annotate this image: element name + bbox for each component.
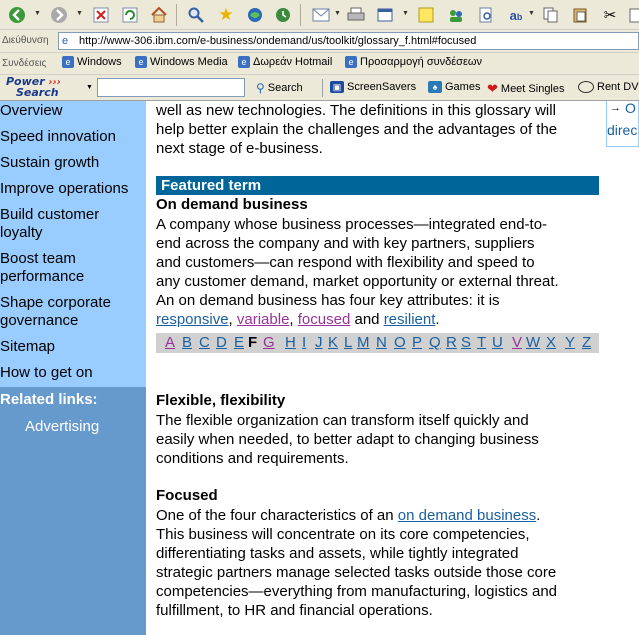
link-customize[interactable]	[345, 56, 482, 68]
comma: ,	[228, 311, 233, 328]
search-separator	[322, 79, 323, 97]
toolbar-separator	[300, 4, 301, 26]
link-on-demand-business[interactable]: on demand business	[397, 507, 537, 524]
translate-dropdown-icon[interactable]: ▼	[528, 10, 535, 17]
toolbar-separator	[176, 4, 177, 26]
entry-focused-line	[156, 506, 600, 525]
period: .	[536, 507, 541, 524]
comma: ,	[289, 311, 294, 328]
rent-label: Rent DV	[597, 81, 639, 93]
games-button[interactable]	[428, 81, 480, 93]
right-side-box	[606, 101, 639, 147]
power-search-input[interactable]	[97, 78, 245, 97]
power-search-logo[interactable]	[6, 77, 61, 98]
print-icon[interactable]	[345, 4, 367, 26]
period: .	[435, 311, 440, 328]
featured-attributes-line	[156, 310, 600, 329]
featured-line: A company whose business processes—integrated end-to-	[156, 216, 548, 233]
messenger-icon[interactable]	[445, 4, 467, 26]
address-input[interactable]	[58, 32, 639, 50]
rent-dvd-button[interactable]	[578, 81, 639, 93]
translate-icon[interactable]: ab	[509, 7, 523, 23]
nav-boost-team-cont[interactable]: performance	[0, 268, 85, 285]
featured-term-title: On demand business	[156, 196, 308, 213]
link-variable[interactable]: variable	[236, 311, 290, 328]
link-windows-media[interactable]	[135, 56, 228, 68]
intro-line: well as new technologies. The definitions in this glossary will	[156, 102, 556, 119]
copy-icon[interactable]	[540, 4, 562, 26]
entry-flexible-line: conditions and requirements.	[156, 450, 349, 467]
alphabet-letter-d[interactable]: D	[216, 334, 227, 351]
address-bar	[0, 30, 639, 53]
alphabet-letter-w[interactable]: W	[526, 334, 541, 351]
meet-singles-button[interactable]	[487, 81, 565, 97]
right-box-link[interactable]: O	[625, 101, 636, 116]
intro-line: next stage of e-business.	[156, 140, 323, 157]
mail-icon[interactable]	[310, 4, 332, 26]
search-icon[interactable]	[185, 4, 207, 26]
meet-singles-label: Meet Singles	[500, 83, 565, 95]
link-label: Δωρεάν Hotmail	[253, 56, 333, 68]
alphabet-letter-y[interactable]: Y	[565, 334, 576, 351]
nav-build-customer-cont[interactable]: loyalty	[0, 224, 43, 241]
alphabet-letter-f: F	[248, 334, 258, 351]
featured-line: any customer demand, market opportunity or external threat.	[156, 273, 559, 290]
link-label: Προσαρμογή συνδέσεων	[360, 56, 482, 68]
left-sidebar	[0, 101, 146, 635]
alphabet-letter-t[interactable]: T	[477, 334, 487, 351]
logo-top: Power	[6, 75, 45, 88]
search-button[interactable]	[256, 81, 303, 95]
entry-flexible-line: The flexible organization can transform itself quickly and	[156, 412, 529, 429]
home-icon[interactable]	[148, 4, 170, 26]
alphabet-letter-x[interactable]: X	[546, 334, 557, 351]
paste-icon[interactable]	[569, 4, 591, 26]
featured-term-header: Featured term	[156, 176, 599, 195]
entry-focused-line: competencies—everything from manufacturing, logistics and	[156, 583, 558, 600]
alphabet-letter-k[interactable]: K	[328, 334, 339, 351]
stop-icon[interactable]	[90, 4, 112, 26]
nav-improve-operations[interactable]: Improve operations	[0, 180, 129, 197]
media-icon[interactable]	[244, 4, 266, 26]
nav-boost-team[interactable]: Boost team	[0, 250, 76, 267]
entry-focused-title: Focused	[156, 487, 218, 504]
dvd-icon	[578, 81, 594, 93]
mail-dropdown-icon[interactable]: ▼	[334, 10, 341, 17]
and-word: and	[354, 311, 380, 328]
focused-line-prefix: One of the four characteristics of an	[156, 507, 394, 524]
alphabet-letter-j[interactable]: J	[315, 334, 323, 351]
edit-dropdown-icon[interactable]: ▼	[402, 10, 409, 17]
entry-focused-line: strategic partners manage selected tasks outside those core	[156, 564, 557, 581]
alphabet-letter-l[interactable]: L	[344, 334, 353, 351]
featured-line: end across the company and with key partners, suppliers	[156, 235, 535, 252]
history-icon[interactable]	[272, 4, 294, 26]
entry-flexible-title: Flexible, flexibility	[156, 392, 286, 409]
games-label: Games	[445, 81, 481, 93]
arrows-icon: ›››	[48, 77, 61, 88]
alphabet-letter-e[interactable]: E	[234, 334, 245, 351]
right-box-link-cont[interactable]: direc	[607, 122, 638, 138]
search-button-label: Search	[267, 82, 303, 94]
link-resilient[interactable]: resilient	[383, 311, 436, 328]
nav-sustain-growth[interactable]: Sustain growth	[0, 154, 100, 171]
favorites-icon[interactable]: ★	[218, 5, 234, 24]
alphabet-letter-n[interactable]: N	[376, 334, 387, 351]
related-links-title: Related links:	[0, 391, 98, 408]
power-search-bar	[0, 75, 639, 101]
alphabet-letter-q[interactable]: Q	[429, 334, 441, 351]
screensaver-icon: ▣	[330, 81, 344, 93]
alphabet-letter-v[interactable]: V	[512, 334, 523, 351]
games-icon: ♠	[428, 81, 442, 93]
alphabet-nav	[156, 333, 599, 353]
page-icon: e	[62, 35, 69, 47]
alphabet-letter-u[interactable]: U	[492, 334, 503, 351]
logo-bottom: Search	[16, 86, 59, 99]
alphabet-letter-a[interactable]: A	[165, 334, 176, 351]
arrow-icon: →	[610, 102, 621, 114]
alphabet-letter-i[interactable]: I	[302, 334, 307, 351]
alphabet-letter-b[interactable]: B	[182, 334, 193, 351]
nav-build-customer[interactable]: Build customer	[0, 206, 100, 223]
screensavers-label: ScreenSavers	[347, 81, 417, 93]
research-icon[interactable]	[475, 4, 497, 26]
screensavers-button[interactable]	[330, 81, 416, 93]
featured-line: and customers—can respond with flexibility and speed to	[156, 254, 535, 271]
alphabet-letter-c[interactable]: C	[199, 334, 210, 351]
address-label: Διεύθυνση	[2, 35, 49, 46]
nav-shape-corporate-cont[interactable]: governance	[0, 312, 79, 329]
link-label: Windows	[77, 56, 122, 68]
alphabet-letter-z[interactable]: Z	[582, 334, 592, 351]
link-label: Windows Media	[150, 56, 228, 68]
related-links-panel	[0, 387, 146, 635]
alphabet-letter-p[interactable]: P	[412, 334, 423, 351]
alphabet-letter-g[interactable]: G	[263, 334, 275, 351]
cut-icon[interactable]: ✂	[603, 7, 617, 24]
nav-sitemap[interactable]: Sitemap	[0, 338, 56, 355]
related-link-advertising[interactable]: Advertising	[25, 418, 100, 435]
ie-icon: e	[135, 56, 147, 68]
ie-icon: e	[345, 56, 357, 68]
alphabet-letter-h[interactable]: H	[285, 334, 296, 351]
link-focused[interactable]: focused	[297, 311, 351, 328]
entry-focused-line: This business will concentrate on its core competencies,	[156, 526, 530, 543]
alphabet-letter-r[interactable]: R	[446, 334, 457, 351]
entry-focused-line: differentiating tasks and assets, while tightly integrated	[156, 545, 519, 562]
nav-speed-innovation[interactable]: Speed innovation	[0, 128, 116, 145]
logo-dropdown-icon[interactable]: ▼	[86, 84, 93, 91]
forward-dropdown-icon[interactable]: ▼	[76, 10, 83, 17]
ie-icon: e	[238, 56, 250, 68]
address-url[interactable]: http://www-306.ibm.com/e-business/ondemand/us/toolkit/glossary_f.html#focused	[79, 35, 477, 47]
back-icon[interactable]	[6, 4, 28, 26]
forward-icon[interactable]	[48, 4, 70, 26]
links-label: Συνδέσεις	[2, 58, 47, 69]
intro-line: help better explain the challenges and the advantages of the	[156, 121, 558, 138]
nav-shape-corporate[interactable]: Shape corporate	[0, 294, 111, 311]
edit-icon[interactable]	[375, 4, 397, 26]
alphabet-letter-m[interactable]: M	[357, 334, 370, 351]
link-windows[interactable]	[62, 56, 122, 68]
magnifier-icon: ⚲	[256, 81, 265, 95]
toolbar-overflow-icon[interactable]	[624, 4, 639, 26]
note-icon[interactable]	[415, 4, 437, 26]
featured-line: An on demand business has four key attributes: it is	[156, 292, 500, 309]
nav-overview[interactable]: Overview	[0, 102, 63, 119]
entry-focused-line: fulfillment, to HR and financial operations.	[156, 602, 433, 619]
heart-icon: ❤	[487, 81, 498, 96]
nav-how-to-get-on[interactable]: How to get on	[0, 364, 93, 381]
entry-flexible-line: easily when needed, to better adapt to changing business	[156, 431, 539, 448]
links-bar	[0, 53, 639, 75]
ie-icon: e	[62, 56, 74, 68]
link-responsive[interactable]: responsive	[156, 311, 229, 328]
refresh-icon[interactable]	[119, 4, 141, 26]
alphabet-letter-o[interactable]: O	[394, 334, 406, 351]
back-dropdown-icon[interactable]: ▼	[34, 10, 41, 17]
link-hotmail[interactable]	[238, 56, 332, 68]
browser-toolbar	[0, 0, 639, 30]
alphabet-letter-s[interactable]: S	[461, 334, 472, 351]
